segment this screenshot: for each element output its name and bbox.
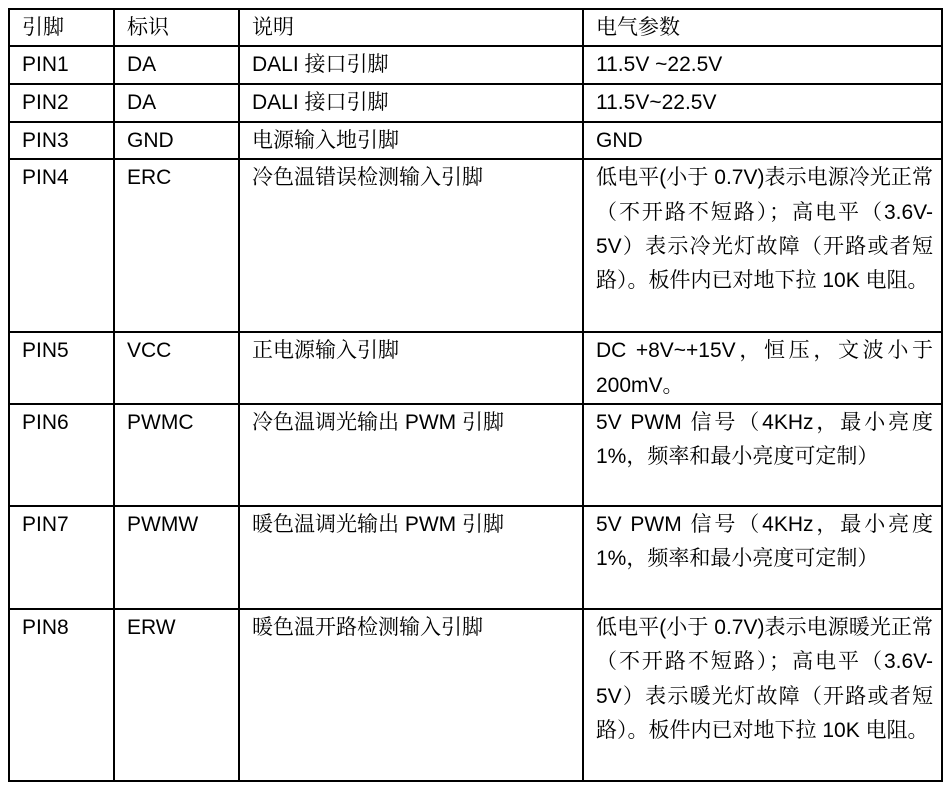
label-cell: VCC <box>114 332 239 404</box>
pin-cell: PIN5 <box>9 332 114 404</box>
header-row <box>9 9 942 46</box>
pin-cell: PIN1 <box>9 46 114 83</box>
pin-cell: PIN8 <box>9 609 114 781</box>
column-header-description: 说明 <box>239 9 583 46</box>
desc-cell: 冷色温错误检测输入引脚 <box>239 159 583 332</box>
params-cell: 低电平(小于 0.7V)表示电源暖光正常（不开路不短路）；高电平（3.6V-5V）表示暖光灯故障（开路或者短路）。板件内已对地下拉 10K 电阻。 <box>583 609 942 781</box>
pin-cell: PIN4 <box>9 159 114 332</box>
table-row <box>9 46 942 83</box>
pin-cell: PIN2 <box>9 84 114 122</box>
params-cell: 11.5V ~22.5V <box>583 46 942 83</box>
desc-cell: DALI 接口引脚 <box>239 46 583 83</box>
table-row <box>9 122 942 159</box>
label-cell: DA <box>114 84 239 122</box>
table-row <box>9 404 942 506</box>
desc-cell: 冷色温调光输出 PWM 引脚 <box>239 404 583 506</box>
desc-cell: 正电源输入引脚 <box>239 332 583 404</box>
params-cell: 低电平(小于 0.7V)表示电源冷光正常（不开路不短路）；高电平（3.6V-5V）表示冷光灯故障（开路或者短路）。板件内已对地下拉 10K 电阻。 <box>583 159 942 332</box>
label-cell: ERC <box>114 159 239 332</box>
column-header-pin: 引脚 <box>9 9 114 46</box>
desc-cell: DALI 接口引脚 <box>239 84 583 122</box>
label-cell: ERW <box>114 609 239 781</box>
pin-cell: PIN3 <box>9 122 114 159</box>
label-cell: PWMC <box>114 404 239 506</box>
table-row <box>9 84 942 122</box>
pin-definition-table <box>8 8 943 782</box>
desc-cell: 暖色温调光输出 PWM 引脚 <box>239 506 583 609</box>
label-cell: DA <box>114 46 239 83</box>
pin-cell: PIN6 <box>9 404 114 506</box>
label-cell: GND <box>114 122 239 159</box>
params-cell: 5V PWM 信号（4KHz，最小亮度 1%，频率和最小亮度可定制） <box>583 506 942 609</box>
pin-cell: PIN7 <box>9 506 114 609</box>
table-row <box>9 332 942 404</box>
desc-cell: 电源输入地引脚 <box>239 122 583 159</box>
desc-cell: 暖色温开路检测输入引脚 <box>239 609 583 781</box>
params-cell: 11.5V~22.5V <box>583 84 942 122</box>
column-header-electrical-params: 电气参数 <box>583 9 942 46</box>
column-header-label: 标识 <box>114 9 239 46</box>
params-cell: 5V PWM 信号（4KHz，最小亮度 1%，频率和最小亮度可定制） <box>583 404 942 506</box>
table-row <box>9 506 942 609</box>
table-row <box>9 159 942 332</box>
label-cell: PWMW <box>114 506 239 609</box>
params-cell: DC +8V~+15V，恒压，文波小于 200mV。 <box>583 332 942 404</box>
params-cell: GND <box>583 122 942 159</box>
table-row <box>9 609 942 781</box>
